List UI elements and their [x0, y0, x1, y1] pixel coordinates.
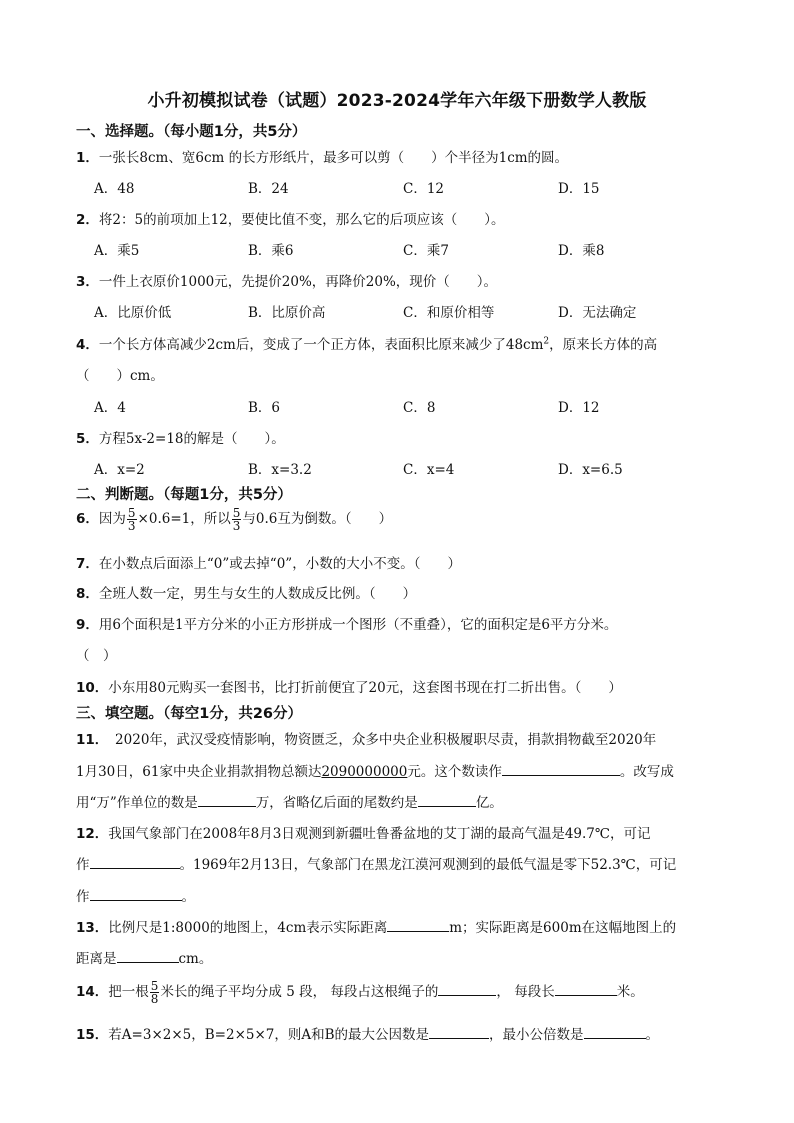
- option-d[interactable]: D．12: [558, 400, 600, 416]
- answer-blank[interactable]: [418, 792, 476, 807]
- question-text: 一个长方体高减少2cm后，变成了一个正方体，表面积比原来减少了48cm: [98, 337, 544, 353]
- question-text: 1月30日，61家中央企业捐款捐物总额达: [76, 764, 322, 780]
- question-10: [76, 676, 726, 696]
- question-number: 10．: [76, 680, 109, 696]
- question-number: 6．: [76, 511, 99, 527]
- fraction: [127, 507, 137, 532]
- question-text-cont: 米。: [616, 984, 644, 1000]
- question-text: 元。这个数读作: [407, 764, 502, 780]
- question-7: [76, 552, 726, 572]
- option-d[interactable]: D．乘8: [558, 243, 605, 259]
- question-text: 用“万”作单位的数是: [76, 795, 198, 811]
- question-6: [76, 507, 726, 532]
- question-4-line2: （ ）cm。: [76, 368, 164, 384]
- question-text: 把一根: [108, 984, 149, 1000]
- question-number: 11．: [76, 732, 102, 748]
- question-12: [76, 822, 726, 842]
- question-text: 2020年，武汉受疫情影响，物资匮乏，众多中央企业积极履职尽责，捐款捐物截至2020年: [101, 732, 657, 748]
- question-text: 。1969年2月13日，气象部门在黑龙江漠河观测到的最低气温是零下52.3℃，可记: [179, 857, 677, 873]
- question-text: 将2：5的前项加上12，要使比值不变，那么它的后项应该（ ）。: [98, 212, 505, 228]
- answer-blank[interactable]: [117, 948, 179, 963]
- fraction-numerator: 5: [232, 506, 241, 520]
- question-text: 方程5x-2=18的解是（ ）。: [98, 431, 285, 447]
- question-number: 3．: [76, 274, 99, 290]
- section-choice-heading: 一、选择题。（每小题1分，共5分）: [76, 124, 307, 140]
- question-text-cont: ×0.6=1，所以: [137, 511, 231, 527]
- fraction-denominator: 3: [232, 519, 241, 533]
- answer-blank[interactable]: [584, 1024, 646, 1039]
- answer-blank[interactable]: [429, 1024, 489, 1039]
- answer-blank[interactable]: [502, 761, 620, 776]
- option-a[interactable]: A．x=2: [94, 462, 145, 478]
- question-text: 用6个面积是1平方分米的小正方形拼成一个图形（不重叠），它的面积定是6平方分米。: [98, 617, 618, 633]
- option-d[interactable]: D．无法确定: [558, 305, 637, 321]
- answer-blank[interactable]: [90, 854, 180, 869]
- question-11-line3: [76, 791, 503, 811]
- question-8: [76, 582, 726, 602]
- question-11: [76, 728, 726, 748]
- option-a[interactable]: A．乘5: [94, 243, 140, 259]
- option-b[interactable]: B．比原价高: [248, 305, 326, 321]
- option-d[interactable]: D．15: [558, 181, 600, 197]
- question-number: 1．: [76, 150, 99, 166]
- question-text: 比例尺是1:8000的地图上，4cm表示实际距离: [108, 920, 388, 936]
- option-b[interactable]: B．乘6: [248, 243, 294, 259]
- question-number: 13．: [76, 920, 109, 936]
- fraction-numerator: 5: [127, 506, 136, 520]
- option-d[interactable]: D．x=6.5: [558, 462, 623, 478]
- question-text: 距离是: [76, 951, 117, 967]
- option-b[interactable]: B．24: [248, 181, 289, 197]
- question-number: 5．: [76, 431, 99, 447]
- question-12-line3: [76, 885, 195, 905]
- option-b[interactable]: B．x=3.2: [248, 462, 312, 478]
- option-c[interactable]: C．乘7: [403, 243, 449, 259]
- question-number: 7．: [76, 556, 99, 572]
- question-text-cont: 。: [645, 1027, 660, 1043]
- question-text: 一张长8cm、宽6cm 的长方形纸片，最多可以剪（ ）个半径为1cm的圆。: [98, 150, 569, 166]
- question-14: [76, 980, 726, 1005]
- question-5: [76, 427, 726, 447]
- question-number: 14．: [76, 984, 109, 1000]
- question-text: 一件上衣原价1000元，先提价20%，再降价20%，现价（ ）。: [98, 274, 498, 290]
- exam-title: 小升初模拟试卷（试题）2023-2024学年六年级下册数学人教版: [147, 91, 647, 111]
- question-text: 因为: [98, 511, 126, 527]
- question-number: 9．: [76, 617, 99, 633]
- answer-blank[interactable]: [555, 981, 617, 996]
- question-text: 作: [76, 889, 90, 905]
- section-judge-heading: 二、判断题。（每题1分，共5分）: [76, 487, 292, 503]
- question-text-cont: ，最小公倍数是: [489, 1027, 584, 1043]
- question-text: 作: [76, 857, 90, 873]
- question-12-line2: [76, 853, 676, 873]
- question-15: [76, 1023, 726, 1043]
- question-text-cont: ，原来长方体的高: [549, 337, 658, 353]
- superscript: 2: [543, 336, 550, 347]
- question-11-line2: [76, 760, 674, 780]
- option-c[interactable]: C．8: [403, 400, 436, 416]
- option-c[interactable]: C．和原价相等: [403, 305, 495, 321]
- question-13: [76, 916, 726, 936]
- section-fill-heading: 三、填空题。（每空1分，共26分）: [76, 706, 303, 722]
- question-text: cm。: [178, 951, 213, 967]
- question-number: 2．: [76, 212, 99, 228]
- question-number: 4．: [76, 337, 99, 353]
- question-9-line2: （ ）: [76, 648, 117, 664]
- question-number: 15．: [76, 1027, 109, 1043]
- answer-blank[interactable]: [198, 792, 256, 807]
- fraction-denominator: 8: [150, 992, 159, 1006]
- fraction: [150, 980, 160, 1005]
- question-text-cont: m；实际距离是600m在这幅地图上的: [449, 920, 677, 936]
- question-3: [76, 270, 726, 290]
- question-text: 在小数点后面添上“0”或去掉“0”，小数的大小不变。（ ）: [98, 556, 461, 572]
- question-text-cont: 米长的绳子平均分成 5 段， 每段占这根绳子的: [160, 984, 439, 1000]
- option-c[interactable]: C．12: [403, 181, 445, 197]
- option-a[interactable]: A．4: [94, 400, 126, 416]
- question-text: 若A=3×2×5，B=2×5×7，则A和B的最大公因数是: [108, 1027, 430, 1043]
- question-1: [76, 146, 726, 166]
- question-4: [76, 333, 726, 353]
- option-b[interactable]: B．6: [248, 400, 281, 416]
- fraction: [232, 507, 242, 532]
- question-text: 小东用80元购买一套图书，比打折前便宜了20元，这套图书现在打二折出售。（ ）: [108, 680, 622, 696]
- question-text: 。: [181, 889, 195, 905]
- question-text: 。改写成: [619, 764, 674, 780]
- answer-blank[interactable]: [387, 917, 449, 932]
- amount-value: 2090000000: [321, 764, 408, 780]
- question-number: 8．: [76, 586, 99, 602]
- fraction-denominator: 3: [127, 519, 136, 533]
- fraction-numerator: 5: [150, 979, 159, 993]
- question-text: 亿。: [475, 795, 503, 811]
- option-a[interactable]: A．48: [94, 181, 135, 197]
- question-text: 我国气象部门在2008年8月3日观测到新疆吐鲁番盆地的艾丁湖的最高气温是49.7℃，可记: [108, 826, 651, 842]
- question-2: [76, 208, 726, 228]
- question-number: 12．: [76, 826, 109, 842]
- question-text-cont: ， 每段长: [496, 984, 555, 1000]
- question-9: [76, 613, 726, 633]
- answer-blank[interactable]: [90, 886, 182, 901]
- question-text: 全班人数一定，男生与女生的人数成反比例。（ ）: [98, 586, 417, 602]
- question-text: 万，省略亿后面的尾数约是: [255, 795, 418, 811]
- option-a[interactable]: A．比原价低: [94, 305, 172, 321]
- option-c[interactable]: C．x=4: [403, 462, 455, 478]
- question-13-line2: [76, 947, 212, 967]
- question-text-cont: 与0.6互为倒数。（ ）: [242, 511, 393, 527]
- answer-blank[interactable]: [438, 981, 496, 996]
